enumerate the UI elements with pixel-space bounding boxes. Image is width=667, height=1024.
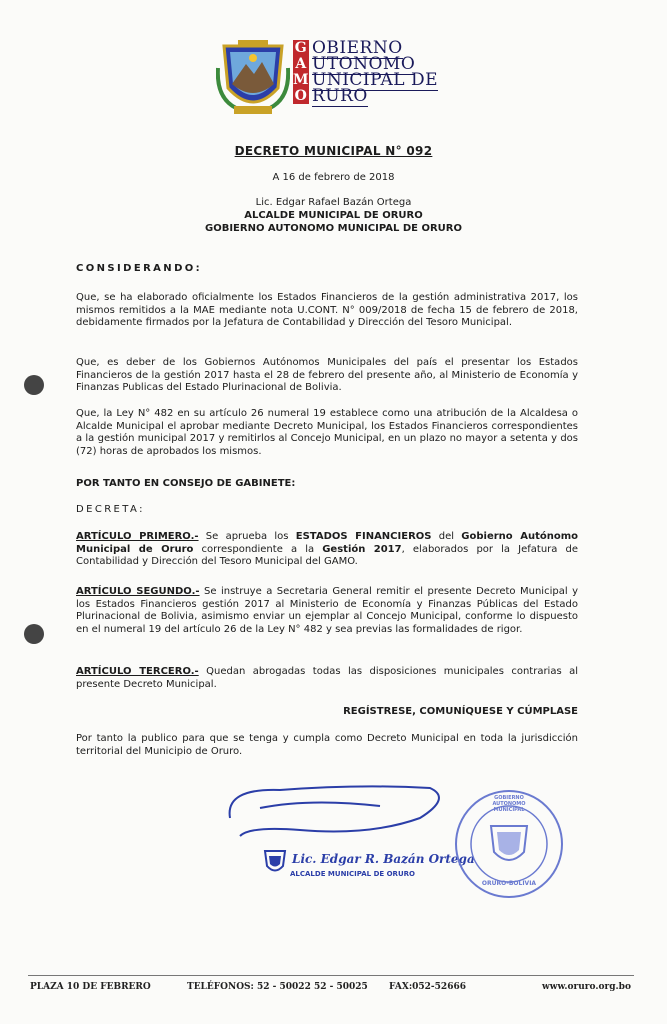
considerando-paragraph-3: Que, la Ley N° 482 en su artículo 26 numeral 19 establece como una atribución de la Alcaldesa o Alcalde Municipal el aprobar mediante Decreto Municipal, los Estados Financieros correspondientes a la gestión municipal 2017 y remitirlos al Concejo Municipal, en un plazo no mayor a setenta y dos (72) horas de aprobados los mismos. — [76, 408, 578, 457]
punch-hole-bottom — [24, 624, 44, 644]
coat-of-arms-icon — [216, 38, 290, 118]
footer-divider — [28, 975, 634, 976]
article-1: ARTÍCULO PRIMERO.- Se aprueba los ESTADOS FINANCIEROS del Gobierno Autónomo Municipal de Oruro correspondiente a la Gestión 2017, elaborados por la Jefatura de Contabilidad y Dirección del Tesoro Municipal del GAMO. — [76, 531, 579, 567]
closing-formula: REGÍSTRESE, COMUNÍQUESE Y CÚMPLASE — [343, 706, 578, 717]
signer-role: ALCALDE MUNICIPAL DE ORURO — [244, 210, 423, 221]
decree-date: A 16 de febrero de 2018 — [272, 172, 395, 183]
org-line-4: O RURO — [294, 86, 368, 106]
org-logo-text — [293, 40, 473, 104]
small-emblem-icon — [262, 848, 288, 876]
org-line-3: M UNICIPAL DE — [293, 70, 439, 90]
footer-address: PLAZA 10 DE FEBRERO — [30, 982, 151, 992]
signer-name: Lic. Edgar Rafael Bazán Ortega — [255, 197, 412, 208]
punch-hole-top — [24, 375, 44, 395]
gabinete-heading: POR TANTO EN CONSEJO DE GABINETE: — [76, 478, 296, 489]
footer-phones: TELÉFONOS: 52 - 50022 52 - 50025 — [187, 982, 368, 992]
signature-icon — [220, 778, 450, 848]
decreta-heading: DECRETA: — [76, 504, 145, 515]
signer-org: GOBIERNO AUTONOMO MUNICIPAL DE ORURO — [205, 223, 462, 234]
org-line-1: G OBIERNO — [294, 38, 403, 58]
seal-bottom-text: ORURO-BOLIVIA — [481, 880, 537, 887]
article-2: ARTÍCULO SEGUNDO.- Se instruye a Secretaria General remitir el presente Decreto Municipal y los Estados Financieros gestión 2017 al Ministerio de Economía y Finanzas Públicas del Estado Plurinacional de Bolivia, asimismo enviar un ejemplar al Concejo Municipal, conforme lo dispuesto en el numeral 19 del artículo 26 de la Ley N° 482 y sea previas las formalidades de rigor. — [76, 586, 578, 635]
considerando-paragraph-2: Que, es deber de los Gobiernos Autónomos Municipales del país el presentar los Estados Financieros de la gestión 2017 hasta el 28 de febrero del presente año, al Ministerio de Economía y Finanzas Publicas del Estado Plurinacional de Bolivia. — [76, 357, 578, 393]
considerando-paragraph-1: Que, se ha elaborado oficialmente los Estados Financieros de la gestión administrativa 2017, los mismos remitidos a la MAE mediante nota U.CONT. N° 009/2018 de fecha 15 de febrero de 2018, debidamente firmados por la Jefatura de Contabilidad y Dirección del Tesoro Municipal. — [76, 292, 578, 328]
article-3: ARTÍCULO TERCERO.- Quedan abrogadas todas las disposiciones municipales contrarias al presente Decreto Municipal. — [76, 666, 579, 690]
stamp-name: Lic. Edgar R. Bazán Ortega — [292, 852, 475, 866]
final-paragraph: Por tanto la publico para que se tenga y cumpla como Decreto Municipal en toda la jurisdicción territorial del Municipio de Oruro. — [76, 733, 578, 757]
org-line-2: A UTONOMO — [293, 56, 473, 72]
stamp-role: ALCALDE MUNICIPAL DE ORURO — [290, 870, 415, 878]
footer-website[interactable]: www.oruro.org.bo — [542, 982, 631, 992]
footer-fax: FAX:052-52666 — [389, 982, 466, 992]
decree-title: DECRETO MUNICIPAL N° 092 — [234, 144, 433, 158]
considerando-heading: CONSIDERANDO: — [76, 263, 203, 274]
seal-top-text: GOBIERNO AUTONOMO MUNICIPAL — [492, 795, 526, 813]
